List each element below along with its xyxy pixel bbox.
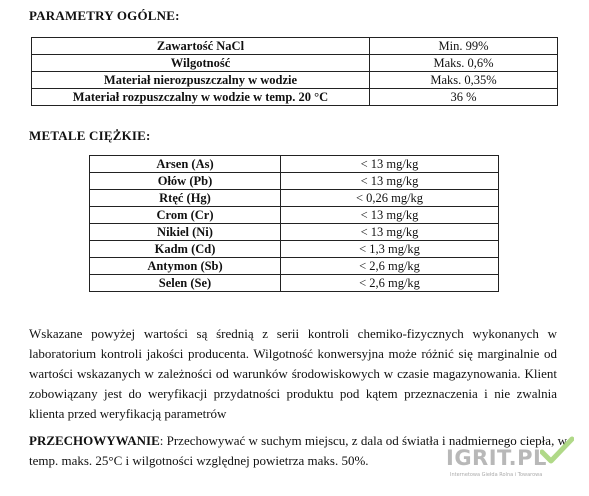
logo-brand: IGRIT.PL [446,446,547,470]
metal-limit: < 1,3 mg/kg [281,241,499,258]
parameter-name: Zawartość NaCl [32,38,370,55]
metal-name: Ołów (Pb) [90,173,281,190]
table-row [90,258,499,275]
parameter-name: Materiał nierozpuszczalny w wodzie [32,72,370,89]
metal-limit: < 13 mg/kg [281,207,499,224]
table-row [90,224,499,241]
parameter-name: Wilgotność [32,55,370,72]
table-row [32,89,558,106]
parameter-value: Min. 99% [370,38,558,55]
general-parameters-heading: PARAMETRY OGÓLNE: [29,8,180,23]
metal-name: Antymon (Sb) [90,258,281,275]
metal-name: Crom (Cr) [90,207,281,224]
igrit-watermark-logo [446,436,576,484]
storage-text: : Przechowywać w suchym miejscu, z dala od światła i nadmiernego ciepła, w temp. maks. 25°C i wilgotności względnej powietrza maks. 50%. [29,433,567,468]
parameter-value: Maks. 0,6% [370,55,558,72]
metal-name: Arsen (As) [90,156,281,173]
table-row [90,156,499,173]
table-row [90,190,499,207]
metal-limit: < 13 mg/kg [281,173,499,190]
metal-limit: < 2,6 mg/kg [281,275,499,292]
metal-limit: < 13 mg/kg [281,156,499,173]
metal-limit: < 0,26 mg/kg [281,190,499,207]
metal-name: Rtęć (Hg) [90,190,281,207]
heavy-metals-table [89,155,499,292]
table-row [90,241,499,258]
parameter-value: Maks. 0,35% [370,72,558,89]
logo-tagline: Internetowa Giełda Rolna i Towarowa [450,472,543,478]
parameter-name: Materiał rozpuszczalny w wodzie w temp. 20 °C [32,89,370,106]
table-row [90,275,499,292]
quality-note: Wskazane powyżej wartości są średnią z serii kontroli chemiko-fizycznych wykonanych w laboratorium kontroli jakości producenta. Wilgotność konwersyjna może różnić się marginalnie od wartości wskazanych w zależności od warunków środowiskowych w czasie magazynowania. Klient zobowiązany jest do weryfikacji przydatności produktu pod kątem przeznaczenia i nie zwalnia klienta przed weryfikacją parametrów [29,326,557,421]
metal-name: Kadm (Cd) [90,241,281,258]
table-row [32,38,558,55]
metal-limit: < 2,6 mg/kg [281,258,499,275]
table-row [32,55,558,72]
metal-limit: < 13 mg/kg [281,224,499,241]
parameter-value: 36 % [370,89,558,106]
table-row [90,207,499,224]
metal-name: Nikiel (Ni) [90,224,281,241]
table-row [32,72,558,89]
general-parameters-table [31,37,558,106]
storage-label: PRZECHOWYWANIE [29,433,160,448]
table-row [90,173,499,190]
heavy-metals-heading: METALE CIĘŻKIE: [29,128,151,143]
metal-name: Selen (Se) [90,275,281,292]
